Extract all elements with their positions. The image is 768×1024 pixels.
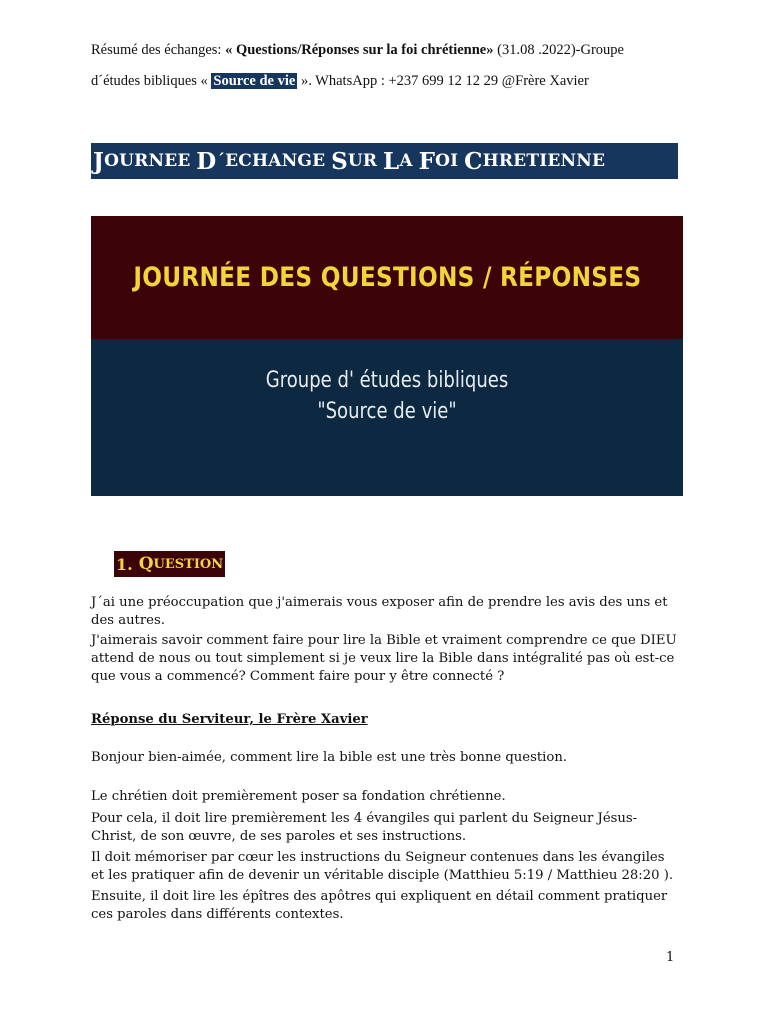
question-heading — [114, 551, 225, 577]
header-line-2 — [91, 73, 589, 90]
heading-word: UESTION — [153, 556, 224, 572]
answer-paragraph-5: Ensuite, il doit lire les épîtres des apôtres qui expliquent en détail comment pratiquer ces paroles dans différents contextes. — [91, 889, 668, 922]
title-letter: S — [331, 147, 348, 175]
title-word: A — [399, 151, 413, 171]
answer-paragraph-1: Bonjour bien-aimée, comment lire la bible est une très bonne question. — [91, 750, 568, 765]
header-bold-title: « Questions/Réponses sur la foi chrétienne» — [225, 42, 494, 58]
title-letter: C — [464, 147, 483, 175]
header-date: (31.08 .2022)-Groupe — [493, 42, 624, 58]
answer-paragraph-2: Le chrétien doit premièrement poser sa fondation chrétienne. — [91, 789, 506, 804]
page-number: 1 — [666, 950, 675, 965]
banner-subtitle-line-2: "Source de vie" — [317, 399, 457, 424]
document-title — [91, 143, 678, 179]
event-banner-image — [91, 216, 683, 496]
title-word: UR — [347, 151, 378, 171]
banner-top-section — [91, 216, 683, 339]
title-letter: L — [383, 147, 400, 175]
title-word: OURNEE — [104, 151, 191, 171]
answer-paragraph-3: Pour cela, il doit lire premièrement les 4 évangiles qui parlent du Seigneur Jésus-Christ, de son œuvre, de ses paroles et ses instructions. — [91, 811, 638, 844]
banner-headline: JOURNÉE DES QUESTIONS / RÉPONSES — [132, 262, 641, 293]
question-number: 1. — [116, 554, 133, 574]
header-text: Résumé des échanges: — [91, 42, 226, 58]
question-paragraph-1: J´ai une préoccupation que j'aimerais vous exposer afin de prendre les avis des uns et des autres. — [91, 595, 668, 628]
banner-subtitle-line-1: Groupe d' études bibliques — [265, 368, 509, 393]
header-contact: ». WhatsApp : +237 699 12 12 29 @Frère Xavier — [297, 73, 589, 89]
title-word: OI — [435, 151, 459, 171]
header-text: d´études bibliques « — [91, 73, 212, 89]
title-letter: D — [196, 147, 217, 175]
title-letter: F — [418, 147, 436, 175]
question-paragraph-2: J'aimerais savoir comment faire pour lire la Bible et vraiment comprendre ce que DIEU attend de nous ou tout simplement si je veux lire la Bible dans intégralité pas où est-ce que vous a commencé? Comment faire pour y être connecté ? — [91, 633, 677, 684]
title-word: ´ECHANGE — [216, 151, 326, 171]
header-line-1 — [91, 42, 624, 59]
title-letter: J — [93, 147, 105, 175]
answer-heading: Réponse du Serviteur, le Frère Xavier — [91, 712, 368, 727]
highlighted-group-name: Source de vie — [213, 73, 296, 89]
title-word: HRETIENNE — [482, 151, 606, 171]
banner-bottom-section — [91, 339, 683, 496]
answer-paragraph-4: Il doit mémoriser par cœur les instructions du Seigneur contenues dans les évangiles et les pratiquer afin de devenir un véritable disciple (Matthieu 5:19 / Matthieu 28:20 ). — [91, 850, 674, 883]
heading-letter: Q — [138, 554, 154, 574]
